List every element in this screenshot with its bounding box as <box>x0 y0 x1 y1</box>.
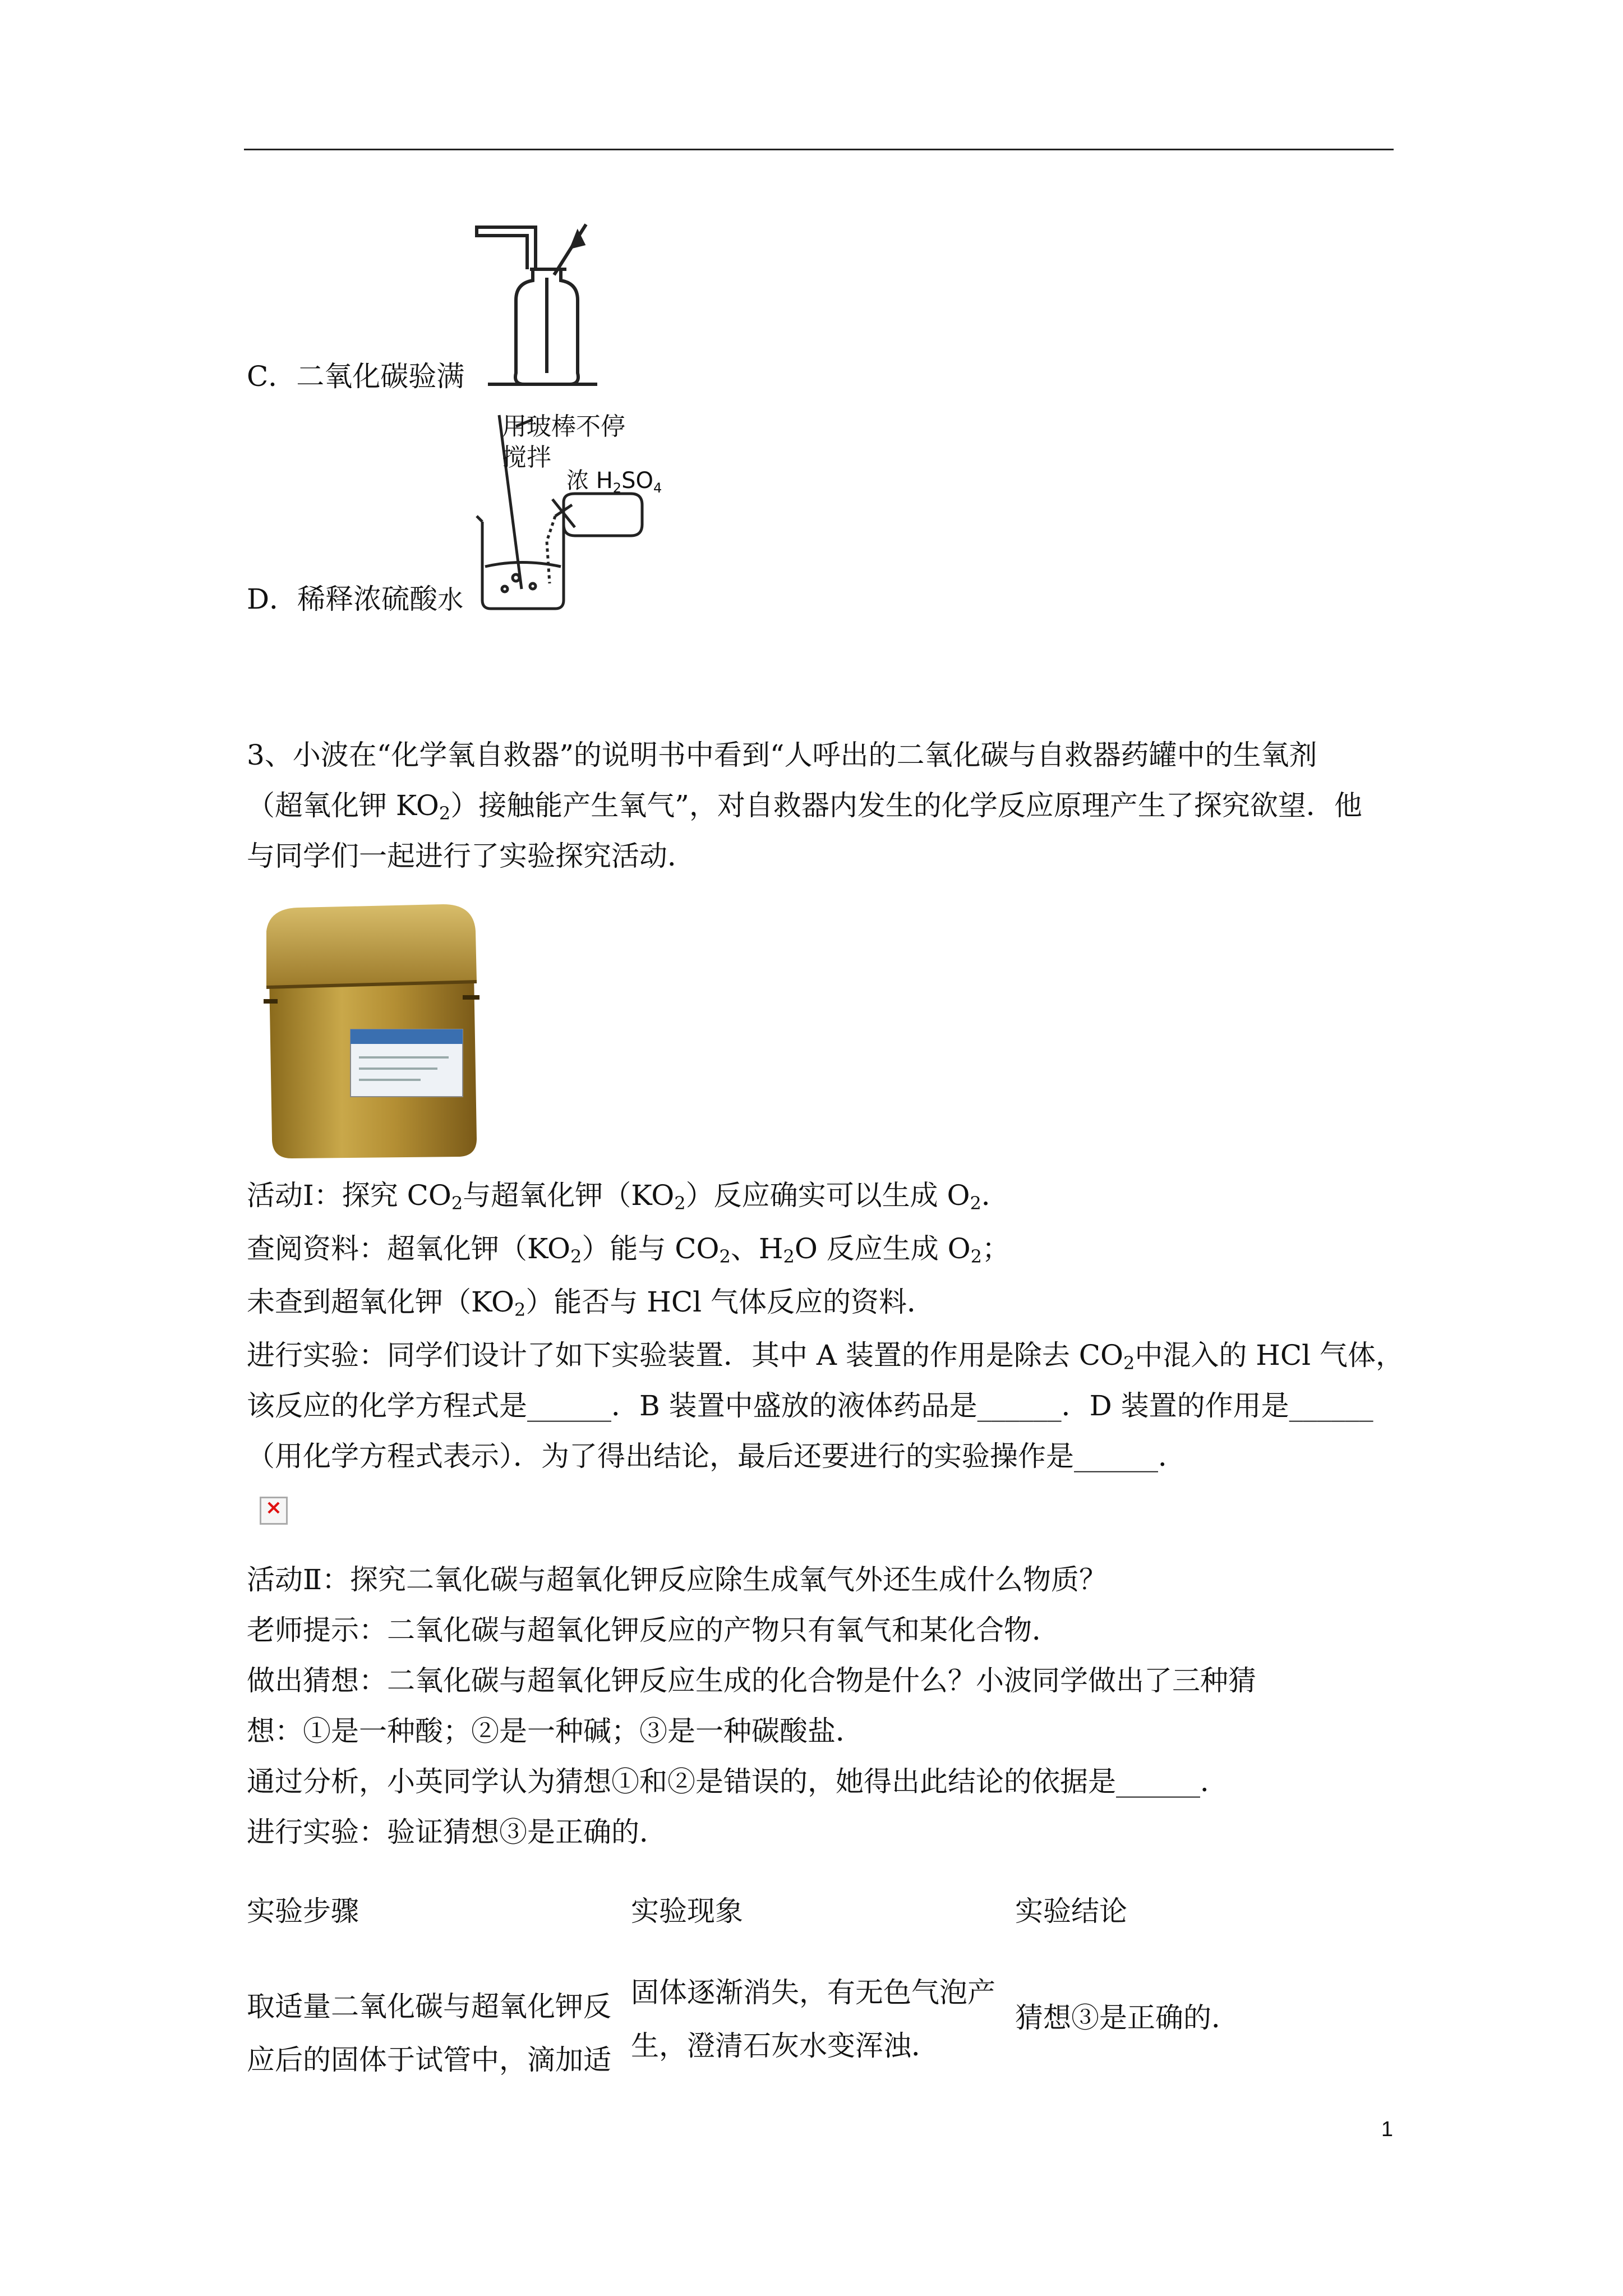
co2-full-test-figure <box>471 216 606 390</box>
broken-image-icon: × <box>260 1497 288 1525</box>
table-phenomenon-line-2: 生，澄清石灰水变浑浊． <box>631 2030 939 2062</box>
header-rule <box>244 149 1394 150</box>
activity2-hypothesis-2: 想：①是一种酸；②是一种碱；③是一种碳酸盐． <box>247 1715 864 1747</box>
table-header-step: 实验步骤 <box>247 1895 359 1927</box>
stir-label-2: 搅拌 <box>502 443 551 472</box>
table-conclusion: 猜想③是正确的． <box>1015 2001 1239 2034</box>
activity1-title: 活动Ⅰ：探究 $CO_2$与超氧化钾$(KO_2)$反应确实可以生成 $O_2$． <box>247 1179 1009 1214</box>
page-number: 1 <box>1381 2118 1393 2141</box>
self-rescuer-photo <box>252 898 488 1161</box>
activity1-experiment-3: （用化学方程式表示）．为了得出结论，最后还要进行的实验操作是______． <box>247 1440 1186 1473</box>
activity2-title: 活动Ⅱ：探究二氧化碳与超氧化钾反应除生成氧气外还生成什么物质？ <box>247 1563 1107 1596</box>
option-d-label <box>247 579 463 620</box>
activity1-experiment-1: 进行实验：同学们设计了如下实验装置．其中 A 装置的作用是除去 $CO_2$中混入的 HCl 气体， <box>247 1339 1404 1374</box>
option-c-label: C．二氧化碳验满 <box>247 360 465 393</box>
table-header-phenomenon: 实验现象 <box>631 1895 743 1927</box>
option-d-text: D．稀释浓硫酸 <box>247 583 438 615</box>
q3-line-2: （超氧化钾 $KO_2$）接触能产生氧气”，对自救器内发生的化学反应原理产生了探究欲望．他 <box>247 789 1362 824</box>
activity1-reference-2: 未查到超氧化钾$(KO_2)$能否与 HCl 气体反应的资料． <box>247 1286 935 1320</box>
activity2-hint: 老师提示：二氧化碳与超氧化钾反应的产物只有氧气和某化合物． <box>247 1614 1060 1646</box>
activity1-reference-1: 查阅资料：超氧化钾$(KO_2)$能与 $CO_2$、$H_2O$ 反应生成 $O_2$； <box>247 1232 1010 1267</box>
activity1-experiment-2: 该反应的化学方程式是______．B 装置中盛放的液体药品是______．D 装置的作用是______ <box>247 1389 1373 1422</box>
q3-line-1: 3、小波在“化学氧自救器”的说明书中看到“人呼出的二氧化碳与自救器药罐中的生氧剂 <box>247 739 1317 771</box>
activity2-hypothesis-1: 做出猜想：二氧化碳与超氧化钾反应生成的化合物是什么？小波同学做出了三种猜 <box>247 1664 1256 1697</box>
stir-label-1: 用玻棒不停 <box>502 412 625 441</box>
activity2-experiment: 进行实验：验证猜想③是正确的． <box>247 1816 667 1848</box>
activity2-analysis: 通过分析，小英同学认为猜想①和②是错误的，她得出此结论的依据是______． <box>247 1765 1228 1798</box>
table-phenomenon-line-1: 固体逐渐消失，有无色气泡产 <box>631 1976 995 2009</box>
table-header-conclusion: 实验结论 <box>1015 1895 1127 1927</box>
table-step-line-1: 取适量二氧化碳与超氧化钾反 <box>247 1990 611 2023</box>
dilute-acid-figure <box>460 404 662 611</box>
acid-label: 浓 $H_2SO_4$ <box>566 468 662 496</box>
table-step-line-2: 应后的固体于试管中，滴加适 <box>247 2044 611 2076</box>
water-label: 水 <box>437 585 464 615</box>
q3-line-3: 与同学们一起进行了实验探究活动． <box>247 840 695 872</box>
